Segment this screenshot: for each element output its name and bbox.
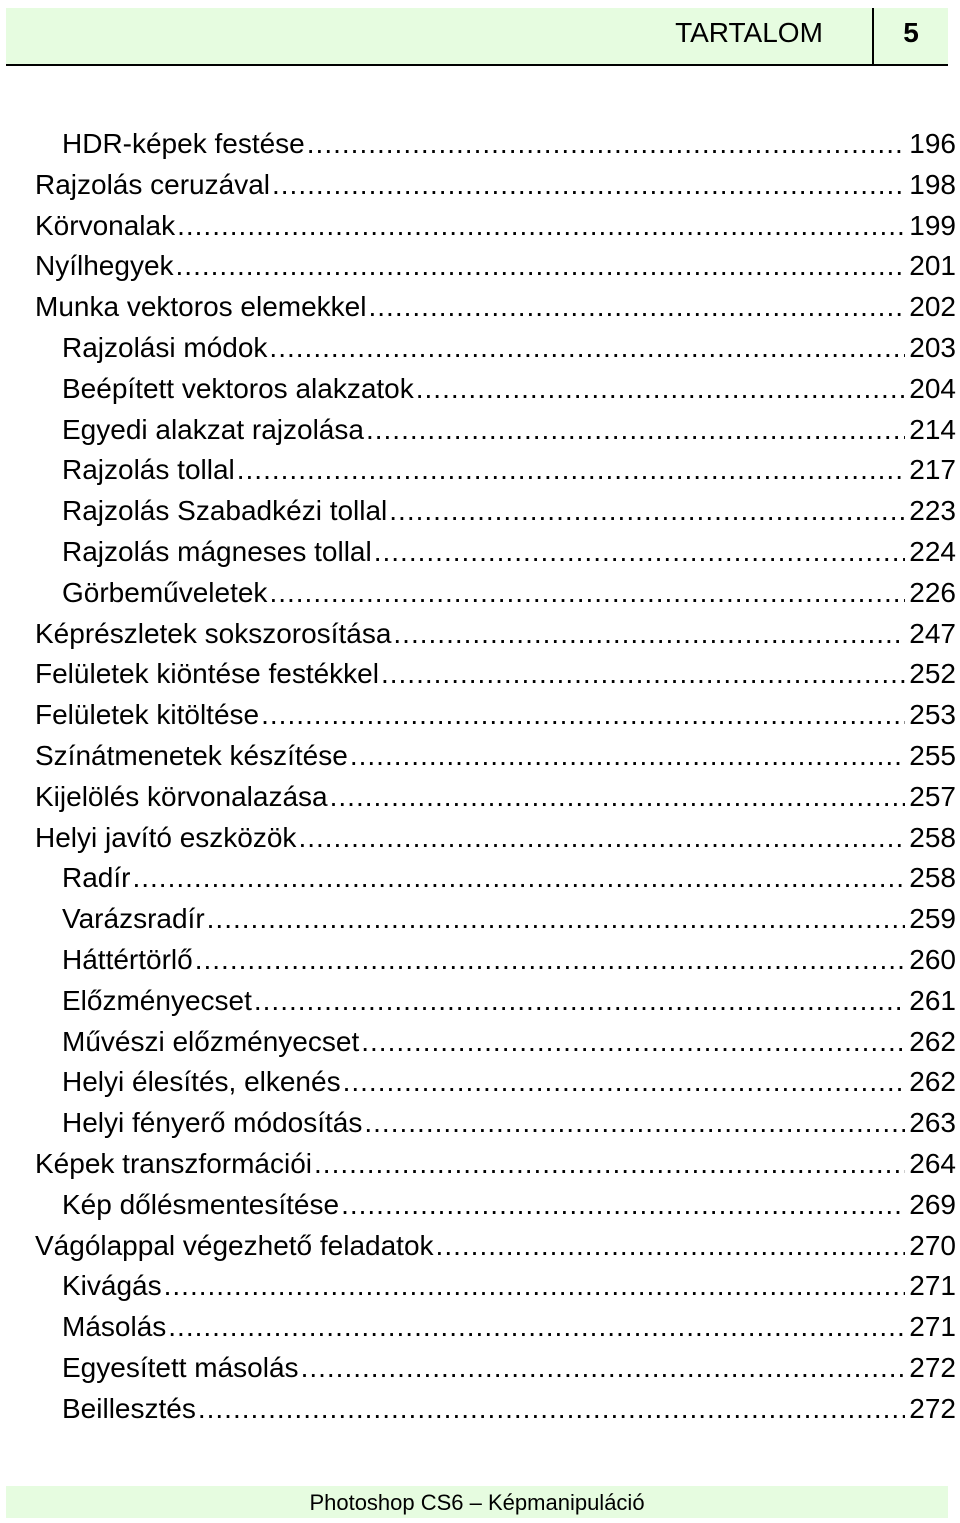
toc-entry <box>0 450 960 491</box>
toc-entry-page: 269 <box>909 1188 956 1220</box>
toc-entry <box>0 1226 960 1267</box>
toc-entry-label: Körvonalak <box>35 209 176 241</box>
toc-entry <box>0 1103 960 1144</box>
toc-entry <box>0 1266 960 1307</box>
toc-entry-page: 271 <box>909 1270 956 1302</box>
toc-entry-page: 204 <box>909 372 956 404</box>
toc-dot-leader <box>350 736 905 777</box>
toc-dot-leader <box>269 328 905 369</box>
page-footer: Photoshop CS6 – Képmanipuláció <box>6 1486 948 1518</box>
toc-entry-label: Képrészletek sokszorosítása <box>35 617 392 649</box>
toc-entry <box>0 736 960 777</box>
toc-entry-label: Egyesített másolás <box>62 1351 299 1383</box>
toc-entry-label: Háttértörlő <box>62 943 193 975</box>
toc-entry-label: Munka vektoros elemekkel <box>35 291 367 323</box>
toc-dot-leader <box>307 124 906 165</box>
toc-entry <box>0 818 960 859</box>
toc-entry <box>0 695 960 736</box>
toc-entry-page: 201 <box>909 250 956 282</box>
toc-entry-label: Helyi élesítés, elkenés <box>62 1066 341 1098</box>
toc-entry-page: 272 <box>909 1351 956 1383</box>
toc-dot-leader <box>330 777 906 818</box>
toc-entry-label: Rajzolás ceruzával <box>35 168 270 200</box>
toc-dot-leader <box>416 369 906 410</box>
toc-dot-leader <box>389 491 905 532</box>
toc-dot-leader <box>436 1226 906 1267</box>
toc-entry <box>0 246 960 287</box>
toc-entry-label: HDR-képek festése <box>62 128 305 159</box>
toc-entry-label: Rajzolás tollal <box>62 454 235 486</box>
toc-entry <box>0 777 960 818</box>
toc-entry-label: Nyílhegyek <box>35 250 174 282</box>
toc-entry-label: Kép dőlésmentesítése <box>62 1188 340 1220</box>
toc-entry-page: 258 <box>909 821 956 853</box>
header-title: TARTALOM <box>675 17 823 48</box>
toc-entry-label: Rajzolás mágneses tollal <box>62 535 372 567</box>
toc-entry <box>0 206 960 247</box>
toc-entry-page: 223 <box>909 495 956 527</box>
toc-dot-leader <box>269 573 905 614</box>
toc-dot-leader <box>164 1266 906 1307</box>
toc-dot-leader <box>364 1103 905 1144</box>
toc-entry-page: 252 <box>909 658 956 690</box>
toc-entry-label: Varázsradír <box>62 903 205 935</box>
toc-entry-page: 255 <box>909 739 956 771</box>
toc-entry <box>0 491 960 532</box>
toc-dot-leader <box>195 940 906 981</box>
toc-entry-label: Vágólappal végezhető feladatok <box>35 1229 434 1261</box>
toc-entry-label: Kijelölés körvonalazása <box>35 780 328 812</box>
toc-dot-leader <box>207 899 906 940</box>
toc-entry <box>0 287 960 328</box>
toc-entry-label: Másolás <box>62 1311 167 1343</box>
toc-dot-leader <box>366 410 905 451</box>
table-of-contents <box>0 124 960 1430</box>
toc-entry-page: 214 <box>909 413 956 445</box>
toc-entry-page: 262 <box>909 1025 956 1057</box>
toc-entry-label: Helyi javító eszközök <box>35 821 297 853</box>
toc-entry-page: 203 <box>909 331 956 363</box>
toc-entry-label: Görbeműveletek <box>62 576 268 608</box>
toc-entry <box>0 1389 960 1430</box>
toc-entry-page: 226 <box>909 576 956 608</box>
toc-entry-label: Színátmenetek készítése <box>35 739 348 771</box>
toc-entry-label: Képek transzformációi <box>35 1147 313 1179</box>
toc-entry-label: Beépített vektoros alakzatok <box>62 372 414 404</box>
toc-entry-page: 198 <box>909 168 956 200</box>
toc-entry <box>0 614 960 655</box>
toc-entry <box>0 328 960 369</box>
toc-dot-leader <box>198 1389 905 1430</box>
toc-dot-leader <box>374 532 906 573</box>
toc-entry-label: Kivágás <box>62 1270 162 1302</box>
toc-entry <box>0 1062 960 1103</box>
toc-entry <box>0 858 960 899</box>
toc-entry-label: Rajzolás Szabadkézi tollal <box>62 495 388 527</box>
toc-dot-leader <box>132 858 905 899</box>
toc-entry <box>0 1185 960 1226</box>
toc-entry-label: Előzményecset <box>62 984 252 1016</box>
toc-dot-leader <box>177 206 905 247</box>
toc-entry-page: 263 <box>909 1107 956 1139</box>
toc-entry-label: Egyedi alakzat rajzolása <box>62 413 364 445</box>
toc-entry-label: Beillesztés <box>62 1392 196 1424</box>
toc-entry-page: 270 <box>909 1229 956 1261</box>
toc-dot-leader <box>168 1307 905 1348</box>
toc-dot-leader <box>176 246 906 287</box>
toc-entry-page: 260 <box>909 943 956 975</box>
toc-entry <box>0 124 960 165</box>
toc-entry <box>0 573 960 614</box>
toc-entry <box>0 1022 960 1063</box>
toc-entry <box>0 532 960 573</box>
toc-dot-leader <box>298 818 905 859</box>
toc-entry-page: 199 <box>909 209 956 241</box>
toc-dot-leader <box>261 695 905 736</box>
toc-entry-page: 224 <box>909 535 956 567</box>
toc-dot-leader <box>381 654 905 695</box>
page-header <box>6 8 948 66</box>
toc-dot-leader <box>368 287 905 328</box>
toc-dot-leader <box>237 450 906 491</box>
toc-entry-page: 264 <box>909 1147 956 1179</box>
toc-entry <box>0 940 960 981</box>
toc-entry <box>0 410 960 451</box>
toc-entry <box>0 981 960 1022</box>
toc-entry-page: 272 <box>909 1392 956 1424</box>
toc-dot-leader <box>254 981 905 1022</box>
toc-entry <box>0 1144 960 1185</box>
toc-entry <box>0 899 960 940</box>
toc-entry <box>0 165 960 206</box>
toc-dot-leader <box>393 614 905 655</box>
toc-dot-leader <box>272 165 905 206</box>
toc-entry-page: 217 <box>909 454 956 486</box>
toc-entry-page: 247 <box>909 617 956 649</box>
toc-entry <box>0 1348 960 1389</box>
toc-dot-leader <box>314 1144 905 1185</box>
toc-dot-leader <box>341 1185 905 1226</box>
toc-entry-page: 196 <box>909 128 956 159</box>
toc-entry-label: Rajzolási módok <box>62 331 268 363</box>
toc-entry-label: Helyi fényerő módosítás <box>62 1107 363 1139</box>
header-page-number: 5 <box>903 17 919 48</box>
toc-entry-page: 202 <box>909 291 956 323</box>
toc-dot-leader <box>343 1062 906 1103</box>
toc-entry-page: 257 <box>909 780 956 812</box>
toc-entry <box>0 369 960 410</box>
toc-entry-page: 261 <box>909 984 956 1016</box>
toc-entry-label: Felületek kitöltése <box>35 699 260 731</box>
toc-entry-label: Felületek kiöntése festékkel <box>35 658 379 690</box>
toc-entry-page: 258 <box>909 862 956 894</box>
toc-entry-page: 271 <box>909 1311 956 1343</box>
toc-entry-page: 259 <box>909 903 956 935</box>
toc-dot-leader <box>361 1022 905 1063</box>
toc-entry-label: Művészi előzményecset <box>62 1025 360 1057</box>
toc-entry-page: 262 <box>909 1066 956 1098</box>
toc-entry <box>0 1307 960 1348</box>
toc-dot-leader <box>301 1348 906 1389</box>
toc-entry-page: 253 <box>909 699 956 731</box>
toc-entry-label: Radír <box>62 862 131 894</box>
toc-entry <box>0 654 960 695</box>
